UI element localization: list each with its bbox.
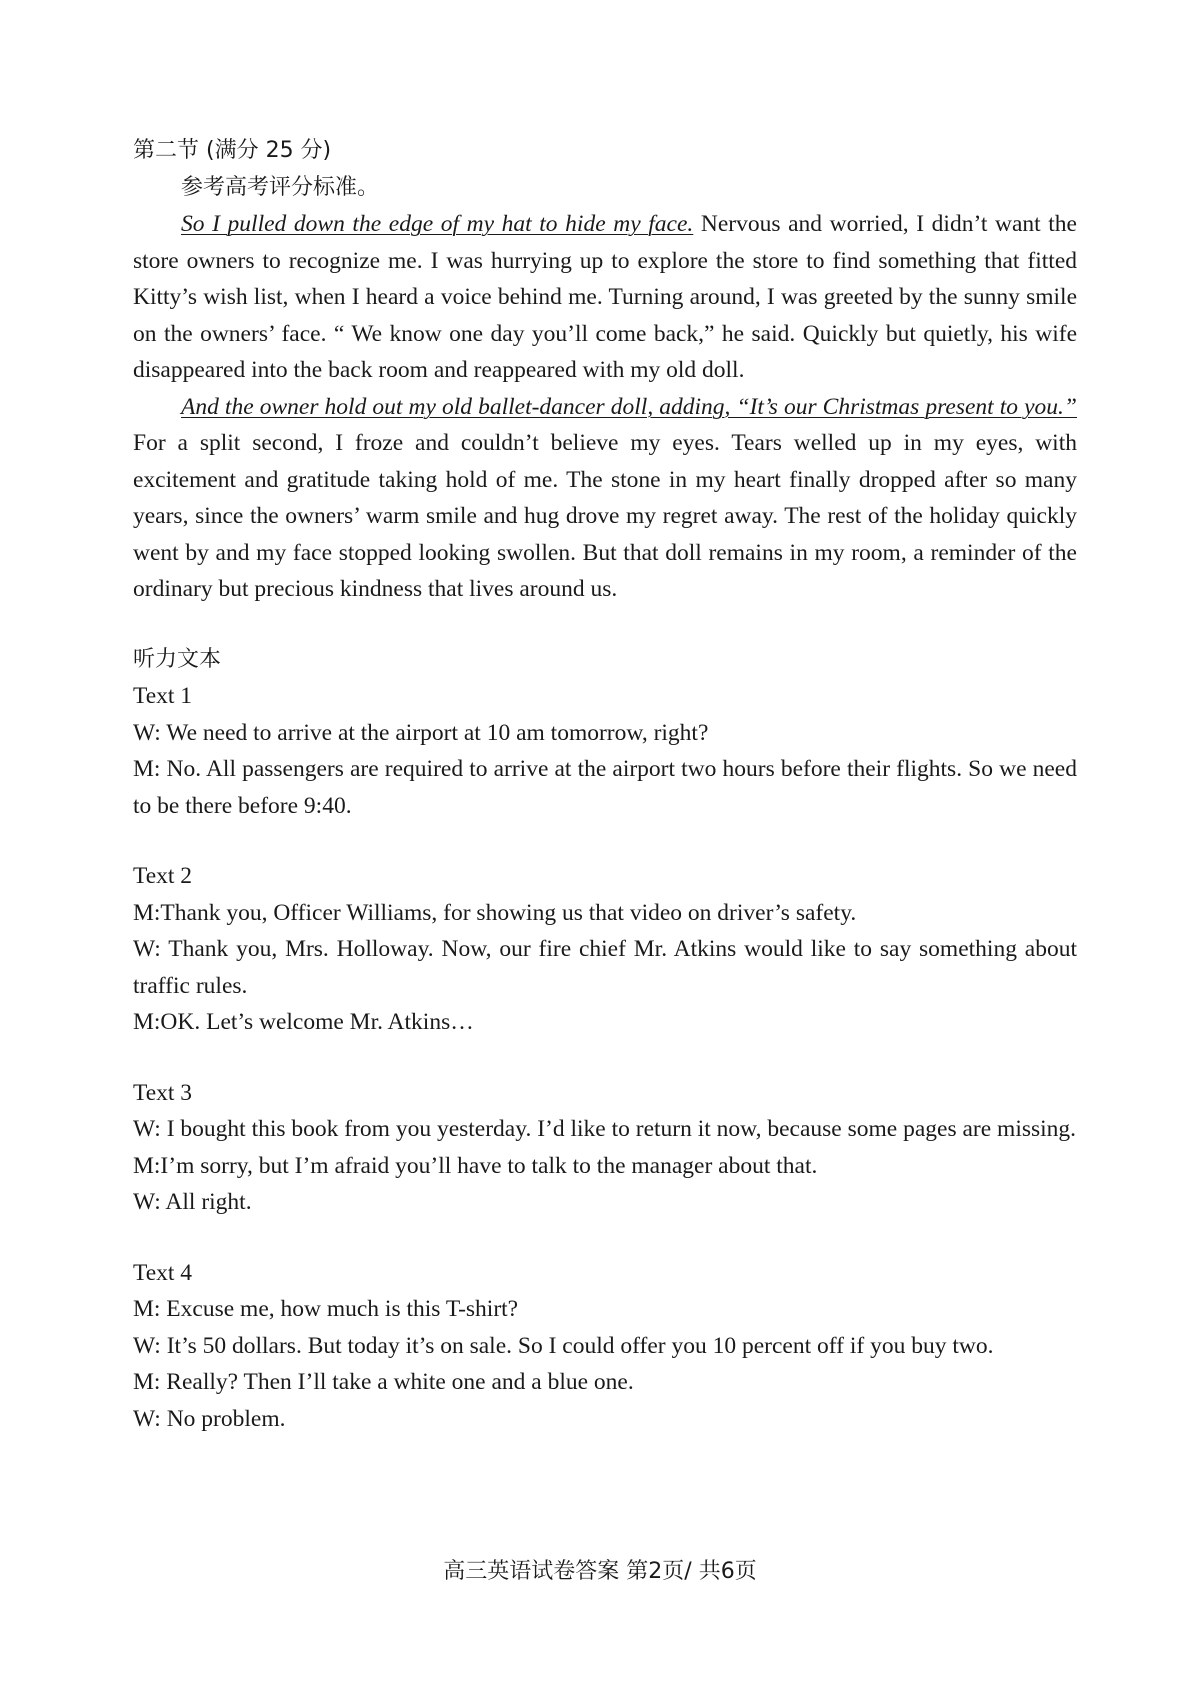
paragraph-body: For a split second, I froze and couldn’t believe my eyes. Tears welled up in my eyes, with excitement and gratitude taking hold of me. The stone in my heart finally dropped after so many years, since the owners’ warm smile and hug drove my regret away. The rest of the holiday quickly went by and my face stopped looking swollen. But that doll remains in my room, a reminder of the ordinary but precious kindness that lives around us. [133,430,1077,602]
dialogue-line: W: It’s 50 dollars. But today it’s on sale. So I could offer you 10 percent off if you buy two. [133,1332,994,1359]
dialogue-line: M: Excuse me, how much is this T-shirt? [133,1296,519,1322]
dialogue-line: W: We need to arrive at the airport at 10 am tomorrow, right? [133,719,709,746]
essay-paragraph-1 [133,206,1077,389]
page-footer: 高三英语试卷答案 第2页/ 共6页 [443,1559,757,1584]
paragraph-lead-sentence: So I pulled down the edge of my hat to hide my face. [181,211,694,237]
dialogue-line: W: I bought this book from you yesterday. I’d like to return it now, because some pages are missing. [133,1116,1077,1142]
listening-text-1 [133,678,1077,824]
paragraph-lead-sentence: And the owner hold out my old ballet-dancer doll, adding, “It’s our Christmas present to you.” [181,393,1077,420]
text-title: Text 3 [133,1079,193,1106]
text-title: Text 2 [133,863,193,889]
paragraph-body: Nervous and worried, I didn’t want the store owners to recognize me. I was hurrying up to explore the store to find something that fitted Kitty’s wish list, when I heard a voice behind me. Turning around, I was greeted by the sunny smile on the owners’ face. “ We know one day you’ll come back,” he said. Quickly but quietly, his wife disappeared into the back room and reappeared with my old doll. [133,211,1077,383]
listening-text-3 [133,1075,1077,1221]
dialogue-line: M:OK. Let’s welcome Mr. Atkins… [133,1009,474,1035]
dialogue-line: W: No problem. [133,1405,286,1432]
dialogue-line: M:I’m sorry, but I’m afraid you’ll have to talk to the manager about that. [133,1152,818,1179]
dialogue-line: M: Really? Then I’ll take a white one and a blue one. [133,1369,634,1395]
listening-heading: 听力文本 [133,646,222,672]
dialogue-line: M: No. All passengers are required to arrive at the airport two hours before their flights. So we need to be there before 9:40. [133,756,1077,819]
dialogue-line: M:Thank you, Officer Williams, for showing us that video on driver’s safety. [133,899,857,926]
dialogue-line: W: Thank you, Mrs. Holloway. Now, our fire chief Mr. Atkins would like to say something about traffic rules. [133,936,1077,999]
section-heading: 第二节 (满分 25 分) [133,138,332,163]
listening-text-4 [133,1255,1077,1438]
text-title: Text 1 [133,683,193,709]
text-title: Text 4 [133,1259,193,1286]
listening-text-2 [133,858,1077,1041]
scoring-note: 参考高考评分标准。 [181,174,380,200]
document-page [133,133,1077,1437]
dialogue-line: W: All right. [133,1189,252,1215]
essay-paragraph-2 [133,389,1077,608]
